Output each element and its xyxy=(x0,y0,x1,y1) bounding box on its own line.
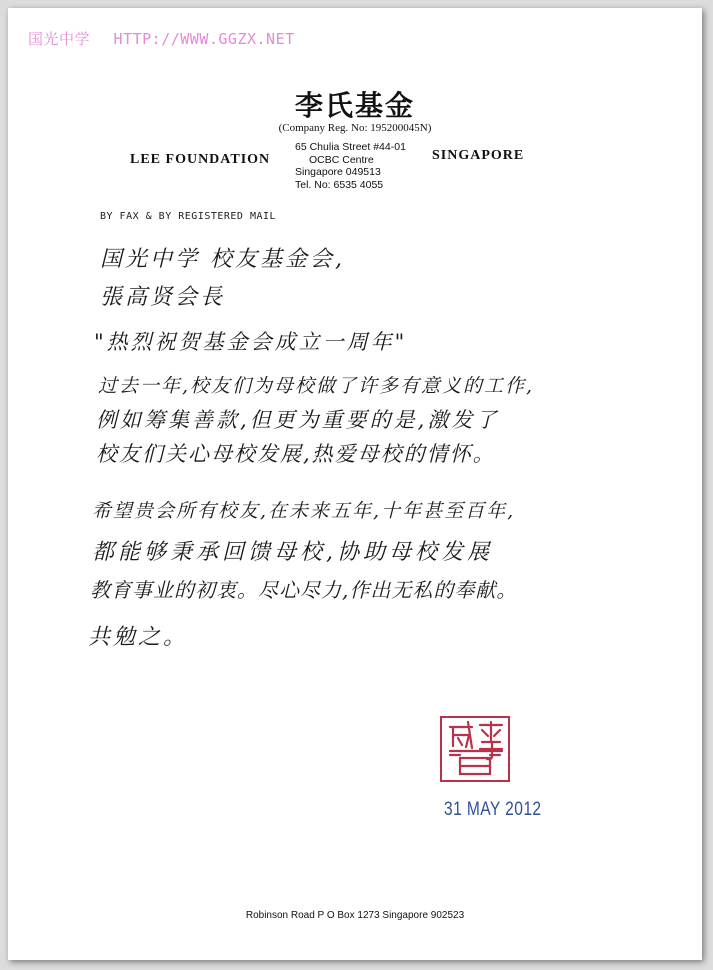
foundation-address xyxy=(295,141,406,191)
seal-stamp xyxy=(440,716,510,782)
body-line: 教育事业的初衷。尽心尽力,作出无私的奉献。 xyxy=(90,578,518,602)
greeting-line: "热烈祝贺基金会成立一周年" xyxy=(94,330,408,354)
delivery-note: BY FAX & BY REGISTERED MAIL xyxy=(100,211,277,222)
country-label: SINGAPORE xyxy=(432,148,525,163)
watermark-site-name: 国光中学 xyxy=(28,30,91,48)
address-line: 65 Chulia Street #44-01 xyxy=(295,141,406,153)
body-line: 希望贵会所有校友,在未来五年,十年甚至百年, xyxy=(92,500,516,522)
company-reg-no: (Company Reg. No: 195200045N) xyxy=(278,122,432,134)
body-line: 都能够秉承回馈母校,协助母校发展 xyxy=(92,540,493,565)
foundation-name: LEE FOUNDATION xyxy=(130,152,271,167)
body-line: 校友们关心母校发展,热爱母校的情怀。 xyxy=(96,442,496,466)
closing-line: 共勉之。 xyxy=(88,625,189,650)
body-line: 例如筹集善款,但更为重要的是,激发了 xyxy=(96,408,500,432)
recipient-line: 張高贤会長 xyxy=(100,285,226,310)
date-stamp: 31 MAY 2012 xyxy=(444,799,542,820)
address-line: OCBC Centre xyxy=(309,153,374,166)
address-phone: Tel. No: 6535 4055 xyxy=(295,178,384,191)
letterhead-chinese-name: 李氏基金 xyxy=(294,89,415,122)
recipient-line: 国光中学 校友基金会, xyxy=(100,247,345,272)
watermark-url[interactable]: HTTP://WWW.GGZX.NET xyxy=(113,30,295,48)
seal-mark xyxy=(442,718,508,780)
address-line: Singapore 049513 xyxy=(295,166,381,178)
footer-address: Robinson Road P O Box 1273 Singapore 902523 xyxy=(245,910,465,921)
body-line: 过去一年,校友们为母校做了许多有意义的工作, xyxy=(98,375,535,397)
watermark xyxy=(28,28,295,49)
letter-page xyxy=(8,8,702,960)
